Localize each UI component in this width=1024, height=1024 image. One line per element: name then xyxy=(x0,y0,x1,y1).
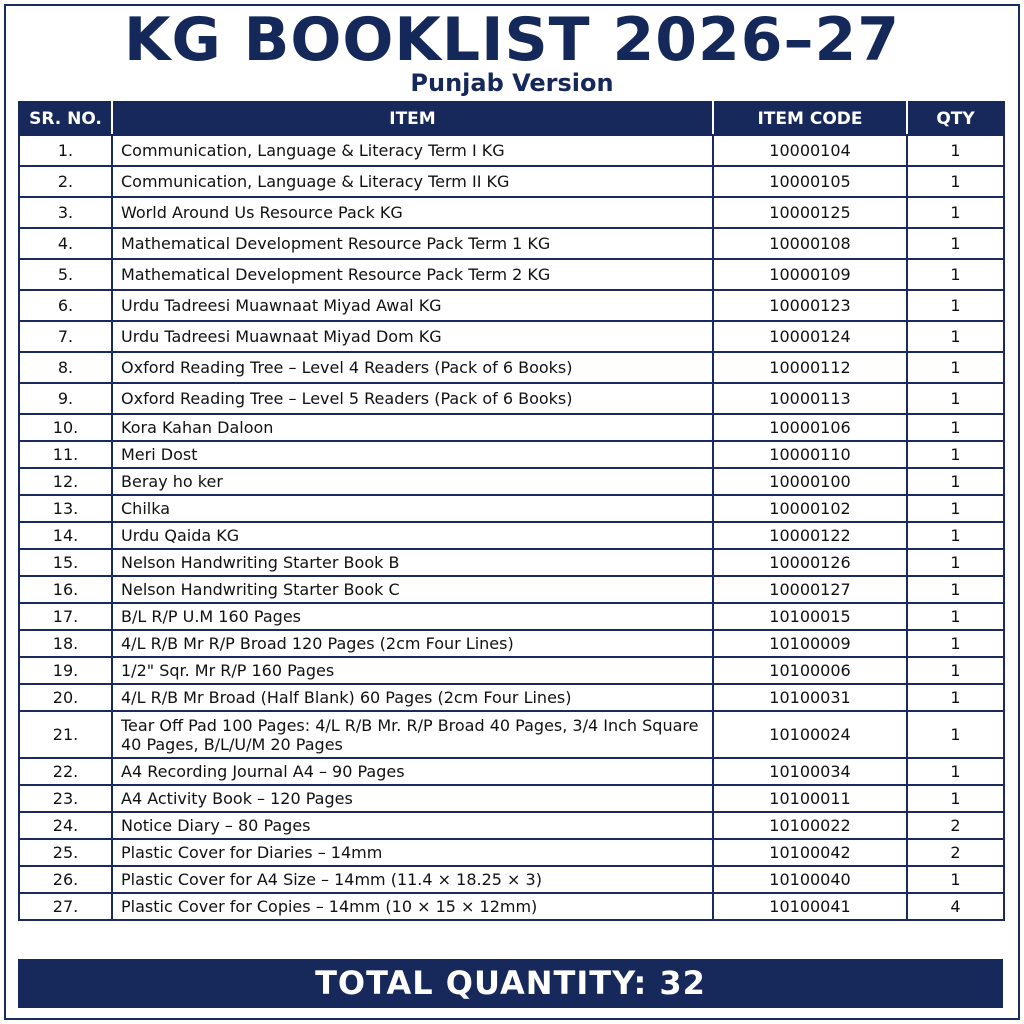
item-code-cell: 10000105 xyxy=(713,166,907,197)
sr-no-cell: 26. xyxy=(19,866,112,893)
sr-no-cell: 23. xyxy=(19,785,112,812)
item-name-cell: Communication, Language & Literacy Term II KG xyxy=(112,166,713,197)
table-row xyxy=(19,135,1004,166)
sr-no-cell: 11. xyxy=(19,441,112,468)
table-row xyxy=(19,321,1004,352)
item-code-cell: 10000127 xyxy=(713,576,907,603)
qty-cell: 1 xyxy=(907,352,1004,383)
sr-no-cell: 9. xyxy=(19,383,112,414)
qty-cell: 1 xyxy=(907,711,1004,758)
table-row xyxy=(19,630,1004,657)
sr-no-cell: 21. xyxy=(19,711,112,758)
item-name-cell: A4 Recording Journal A4 – 90 Pages xyxy=(112,758,713,785)
qty-cell: 1 xyxy=(907,603,1004,630)
item-code-cell: 10000113 xyxy=(713,383,907,414)
table-header-row xyxy=(19,102,1004,135)
item-code-cell: 10100009 xyxy=(713,630,907,657)
item-name-cell: 4/L R/B Mr R/P Broad 120 Pages (2cm Four Lines) xyxy=(112,630,713,657)
sr-no-cell: 16. xyxy=(19,576,112,603)
table-row xyxy=(19,495,1004,522)
item-code-cell: 10100006 xyxy=(713,657,907,684)
item-code-cell: 10100040 xyxy=(713,866,907,893)
table-row xyxy=(19,259,1004,290)
qty-cell: 1 xyxy=(907,321,1004,352)
item-code-cell: 10100041 xyxy=(713,893,907,920)
item-code-cell: 10000123 xyxy=(713,290,907,321)
table-row xyxy=(19,684,1004,711)
item-code-cell: 10100024 xyxy=(713,711,907,758)
qty-cell: 1 xyxy=(907,522,1004,549)
sr-no-cell: 24. xyxy=(19,812,112,839)
item-code-cell: 10100022 xyxy=(713,812,907,839)
item-name-cell: Beray ho ker xyxy=(112,468,713,495)
table-row xyxy=(19,603,1004,630)
table-row xyxy=(19,197,1004,228)
table-row xyxy=(19,812,1004,839)
qty-cell: 1 xyxy=(907,441,1004,468)
sr-no-cell: 15. xyxy=(19,549,112,576)
column-header-qty: QTY xyxy=(907,102,1004,135)
sr-no-cell: 5. xyxy=(19,259,112,290)
sr-no-cell: 4. xyxy=(19,228,112,259)
item-code-cell: 10100015 xyxy=(713,603,907,630)
qty-cell: 1 xyxy=(907,414,1004,441)
sr-no-cell: 10. xyxy=(19,414,112,441)
item-code-cell: 10000106 xyxy=(713,414,907,441)
qty-cell: 1 xyxy=(907,657,1004,684)
qty-cell: 1 xyxy=(907,630,1004,657)
page-title: KG BOOKLIST 2026–27 xyxy=(124,5,900,75)
item-code-cell: 10000122 xyxy=(713,522,907,549)
item-code-cell: 10000124 xyxy=(713,321,907,352)
table-row xyxy=(19,441,1004,468)
item-name-cell: 1/2" Sqr. Mr R/P 160 Pages xyxy=(112,657,713,684)
table-row xyxy=(19,549,1004,576)
qty-cell: 2 xyxy=(907,839,1004,866)
item-code-cell: 10000108 xyxy=(713,228,907,259)
sr-no-cell: 8. xyxy=(19,352,112,383)
column-header-item-code: ITEM CODE xyxy=(713,102,907,135)
sr-no-cell: 22. xyxy=(19,758,112,785)
sr-no-cell: 6. xyxy=(19,290,112,321)
item-code-cell: 10000109 xyxy=(713,259,907,290)
table-row xyxy=(19,228,1004,259)
item-code-cell: 10100011 xyxy=(713,785,907,812)
item-name-cell: B/L R/P U.M 160 Pages xyxy=(112,603,713,630)
sr-no-cell: 1. xyxy=(19,135,112,166)
qty-cell: 1 xyxy=(907,259,1004,290)
table-row xyxy=(19,657,1004,684)
qty-cell: 1 xyxy=(907,468,1004,495)
sr-no-cell: 12. xyxy=(19,468,112,495)
column-header-item: ITEM xyxy=(112,102,713,135)
item-name-cell: Kora Kahan Daloon xyxy=(112,414,713,441)
qty-cell: 1 xyxy=(907,785,1004,812)
table-row xyxy=(19,383,1004,414)
qty-cell: 1 xyxy=(907,228,1004,259)
table-row xyxy=(19,893,1004,920)
table-row xyxy=(19,576,1004,603)
qty-cell: 4 xyxy=(907,893,1004,920)
sr-no-cell: 20. xyxy=(19,684,112,711)
table-row xyxy=(19,711,1004,758)
sr-no-cell: 19. xyxy=(19,657,112,684)
item-code-cell: 10000102 xyxy=(713,495,907,522)
sr-no-cell: 25. xyxy=(19,839,112,866)
item-name-cell: Communication, Language & Literacy Term I KG xyxy=(112,135,713,166)
qty-cell: 1 xyxy=(907,290,1004,321)
page-subtitle: Punjab Version xyxy=(410,69,614,97)
qty-cell: 1 xyxy=(907,197,1004,228)
column-header-sr-no: SR. NO. xyxy=(19,102,112,135)
item-code-cell: 10100042 xyxy=(713,839,907,866)
table-row xyxy=(19,866,1004,893)
table-row xyxy=(19,352,1004,383)
item-name-cell: 4/L R/B Mr Broad (Half Blank) 60 Pages (2cm Four Lines) xyxy=(112,684,713,711)
item-code-cell: 10000126 xyxy=(713,549,907,576)
item-name-cell: Urdu Tadreesi Muawnaat Miyad Dom KG xyxy=(112,321,713,352)
qty-cell: 1 xyxy=(907,383,1004,414)
table-row xyxy=(19,468,1004,495)
item-name-cell: Plastic Cover for Diaries – 14mm xyxy=(112,839,713,866)
table-row xyxy=(19,839,1004,866)
item-name-cell: A4 Activity Book – 120 Pages xyxy=(112,785,713,812)
item-name-cell: Plastic Cover for A4 Size – 14mm (11.4 × 18.25 × 3) xyxy=(112,866,713,893)
item-code-cell: 10000100 xyxy=(713,468,907,495)
item-name-cell: Notice Diary – 80 Pages xyxy=(112,812,713,839)
item-name-cell: Nelson Handwriting Starter Book C xyxy=(112,576,713,603)
sr-no-cell: 27. xyxy=(19,893,112,920)
sr-no-cell: 17. xyxy=(19,603,112,630)
item-code-cell: 10000125 xyxy=(713,197,907,228)
table-row xyxy=(19,758,1004,785)
item-name-cell: Mathematical Development Resource Pack Term 1 KG xyxy=(112,228,713,259)
item-code-cell: 10100034 xyxy=(713,758,907,785)
qty-cell: 1 xyxy=(907,549,1004,576)
item-name-cell: Plastic Cover for Copies – 14mm (10 × 15 × 12mm) xyxy=(112,893,713,920)
item-code-cell: 10100031 xyxy=(713,684,907,711)
item-name-cell: Oxford Reading Tree – Level 5 Readers (Pack of 6 Books) xyxy=(112,383,713,414)
qty-cell: 1 xyxy=(907,495,1004,522)
qty-cell: 1 xyxy=(907,576,1004,603)
table-row xyxy=(19,785,1004,812)
sr-no-cell: 2. xyxy=(19,166,112,197)
sr-no-cell: 3. xyxy=(19,197,112,228)
sr-no-cell: 18. xyxy=(19,630,112,657)
item-code-cell: 10000110 xyxy=(713,441,907,468)
item-name-cell: Urdu Qaida KG xyxy=(112,522,713,549)
item-name-cell: Oxford Reading Tree – Level 4 Readers (Pack of 6 Books) xyxy=(112,352,713,383)
qty-cell: 1 xyxy=(907,166,1004,197)
total-quantity-banner: TOTAL QUANTITY: 32 xyxy=(18,959,1003,1008)
item-name-cell: Mathematical Development Resource Pack Term 2 KG xyxy=(112,259,713,290)
item-name-cell: Chilka xyxy=(112,495,713,522)
qty-cell: 1 xyxy=(907,758,1004,785)
qty-cell: 2 xyxy=(907,812,1004,839)
item-name-cell: Tear Off Pad 100 Pages: 4/L R/B Mr. R/P Broad 40 Pages, 3/4 Inch Square 40 Pages, B/L/U/M 20 Pages xyxy=(112,711,713,758)
item-code-cell: 10000112 xyxy=(713,352,907,383)
qty-cell: 1 xyxy=(907,135,1004,166)
table-row xyxy=(19,166,1004,197)
table-row xyxy=(19,290,1004,321)
item-name-cell: Urdu Tadreesi Muawnaat Miyad Awal KG xyxy=(112,290,713,321)
item-name-cell: Nelson Handwriting Starter Book B xyxy=(112,549,713,576)
item-name-cell: Meri Dost xyxy=(112,441,713,468)
booklist-table xyxy=(18,101,1005,921)
qty-cell: 1 xyxy=(907,866,1004,893)
table-row xyxy=(19,522,1004,549)
item-name-cell: World Around Us Resource Pack KG xyxy=(112,197,713,228)
qty-cell: 1 xyxy=(907,684,1004,711)
sr-no-cell: 13. xyxy=(19,495,112,522)
sr-no-cell: 14. xyxy=(19,522,112,549)
sr-no-cell: 7. xyxy=(19,321,112,352)
item-code-cell: 10000104 xyxy=(713,135,907,166)
table-row xyxy=(19,414,1004,441)
